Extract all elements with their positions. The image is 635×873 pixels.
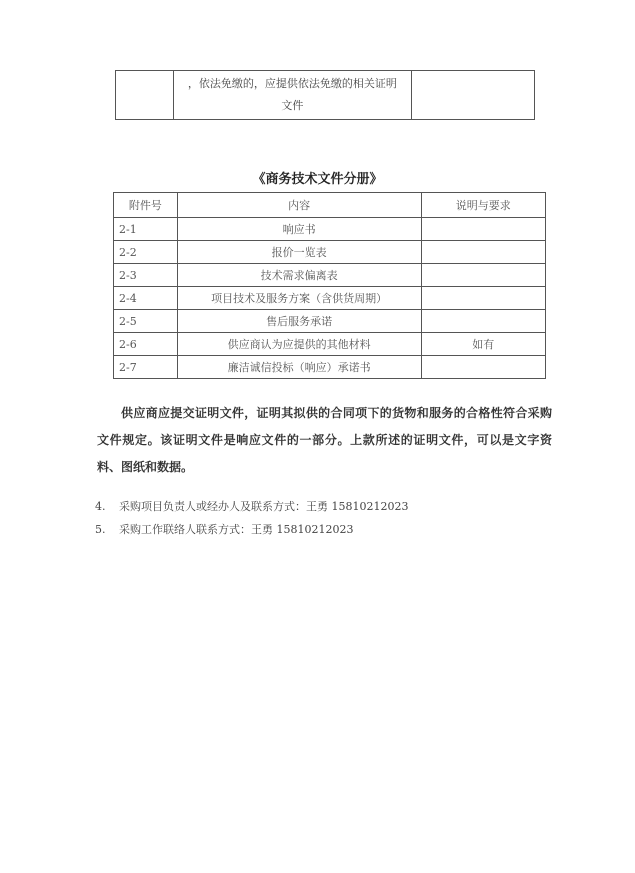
table-row (114, 333, 546, 356)
table-row (114, 287, 546, 310)
table-row (114, 356, 546, 379)
attachment-content: 技术需求偏离表 (177, 264, 421, 287)
list-item (95, 495, 555, 518)
table-cell (412, 71, 535, 120)
attachment-note: 如有 (421, 333, 545, 356)
header-notes: 说明与要求 (421, 193, 545, 218)
table-row (114, 310, 546, 333)
attachment-content: 项目技术及服务方案（含供货周期） (177, 287, 421, 310)
continued-table (115, 70, 535, 120)
attachment-note (421, 264, 545, 287)
attachment-content: 廉洁诚信投标（响应）承诺书 (177, 356, 421, 379)
attachment-content: 售后服务承诺 (177, 310, 421, 333)
cell-text-line: 文件 (281, 99, 304, 112)
header-attachment-no: 附件号 (114, 193, 178, 218)
table-row (114, 218, 546, 241)
table-row (114, 241, 546, 264)
table-cell (116, 71, 174, 120)
attachment-note (421, 218, 545, 241)
header-content: 内容 (177, 193, 421, 218)
list-number: 5. (95, 523, 106, 536)
contact-list (95, 495, 555, 541)
table-header-row (114, 193, 546, 218)
table-row (114, 264, 546, 287)
table-cell (173, 71, 412, 120)
cell-text-line: ，依法免缴的，应提供依法免缴的相关证明 (187, 77, 397, 90)
attachment-no: 2-2 (114, 241, 178, 264)
list-item (95, 518, 555, 541)
list-text: 采购项目负责人或经办人及联系方式：王勇 15810212023 (119, 500, 409, 513)
attachment-note (421, 241, 545, 264)
attachment-no: 2-4 (114, 287, 178, 310)
attachment-no: 2-1 (114, 218, 178, 241)
attachment-no: 2-6 (114, 333, 178, 356)
attachment-no: 2-7 (114, 356, 178, 379)
attachment-note (421, 287, 545, 310)
attachment-content: 供应商认为应提供的其他材料 (177, 333, 421, 356)
table-row (116, 71, 535, 120)
list-text: 采购工作联络人联系方式：王勇 15810212023 (119, 523, 354, 536)
proof-documents-paragraph: 供应商应提交证明文件，证明其拟供的合同项下的货物和服务的合格性符合采购文件规定。该证明文件是响应文件的一部分。上款所述的证明文件，可以是文字资料、图纸和数据。 (97, 406, 552, 474)
attachment-note (421, 310, 545, 333)
attachment-table (113, 192, 546, 379)
list-number: 4. (95, 500, 106, 513)
attachment-content: 报价一览表 (177, 241, 421, 264)
attachment-note (421, 356, 545, 379)
section-title: 《商务技术文件分册》 (252, 172, 383, 187)
attachment-no: 2-5 (114, 310, 178, 333)
attachment-no: 2-3 (114, 264, 178, 287)
attachment-content: 响应书 (177, 218, 421, 241)
